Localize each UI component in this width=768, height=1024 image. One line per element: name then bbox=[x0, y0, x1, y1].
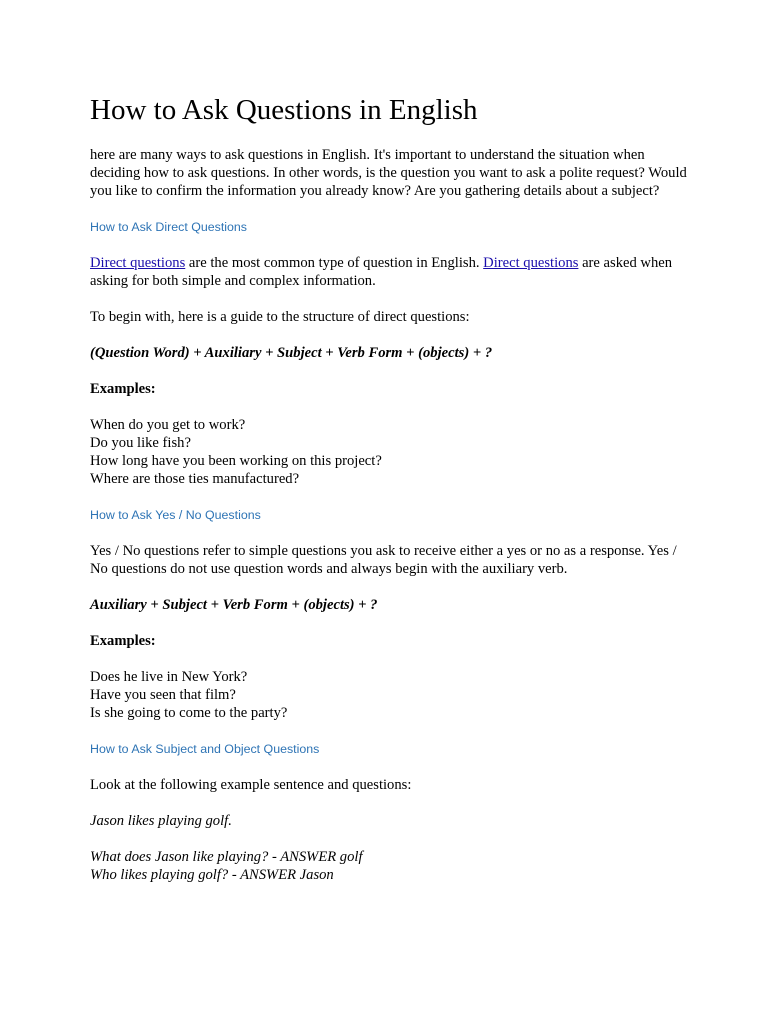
document-page bbox=[90, 92, 690, 884]
direct-examples-list bbox=[90, 416, 690, 488]
list-item: Does he live in New York? bbox=[90, 669, 248, 685]
direct-questions-paragraph bbox=[90, 254, 690, 290]
yes-no-examples-list bbox=[90, 668, 690, 722]
subject-object-intro: Look at the following example sentence and questions: bbox=[90, 777, 412, 793]
direct-questions-heading: How to Ask Direct Questions bbox=[90, 220, 248, 234]
yes-no-questions-heading: How to Ask Yes / No Questions bbox=[90, 508, 261, 522]
direct-examples-label: Examples: bbox=[90, 381, 156, 397]
intro-paragraph: here are many ways to ask questions in English. It's important to understand the situation when deciding how to ask questions. In other words, is the question you want to ask a polite request? Would you like to confirm the information you already know? Are you gathering details about a subject? bbox=[90, 147, 687, 199]
direct-text-1: are the most common type of question in English. bbox=[185, 255, 484, 271]
list-item: Have you seen that film? bbox=[90, 687, 236, 703]
direct-guide-text: To begin with, here is a guide to the structure of direct questions: bbox=[90, 309, 470, 325]
example-sentence: Jason likes playing golf. bbox=[90, 813, 232, 829]
yes-no-examples-label: Examples: bbox=[90, 633, 156, 649]
list-item: When do you get to work? bbox=[90, 417, 246, 433]
list-item: Do you like fish? bbox=[90, 435, 191, 451]
subject-object-questions bbox=[90, 848, 690, 884]
direct-questions-link-1[interactable]: Direct questions bbox=[90, 255, 186, 271]
list-item: How long have you been working on this project? bbox=[90, 453, 382, 469]
list-item: Is she going to come to the party? bbox=[90, 705, 288, 721]
yes-no-description: Yes / No questions refer to simple questions you ask to receive either a yes or no as a response. Yes / No questions do not use question words and always begin with the auxiliary verb. bbox=[90, 543, 677, 577]
direct-text-2: are asked when asking for both simple and complex information. bbox=[90, 255, 673, 289]
list-item: What does Jason like playing? - ANSWER golf bbox=[90, 849, 363, 865]
subject-object-heading: How to Ask Subject and Object Questions bbox=[90, 742, 320, 756]
page-title: How to Ask Questions in English bbox=[90, 94, 478, 126]
list-item: Who likes playing golf? - ANSWER Jason bbox=[90, 867, 334, 883]
yes-no-formula: Auxiliary + Subject + Verb Form + (objects) + ? bbox=[90, 597, 378, 613]
list-item: Where are those ties manufactured? bbox=[90, 471, 300, 487]
direct-questions-link-2[interactable]: Direct questions bbox=[483, 255, 579, 271]
direct-formula: (Question Word) + Auxiliary + Subject + Verb Form + (objects) + ? bbox=[90, 345, 493, 361]
